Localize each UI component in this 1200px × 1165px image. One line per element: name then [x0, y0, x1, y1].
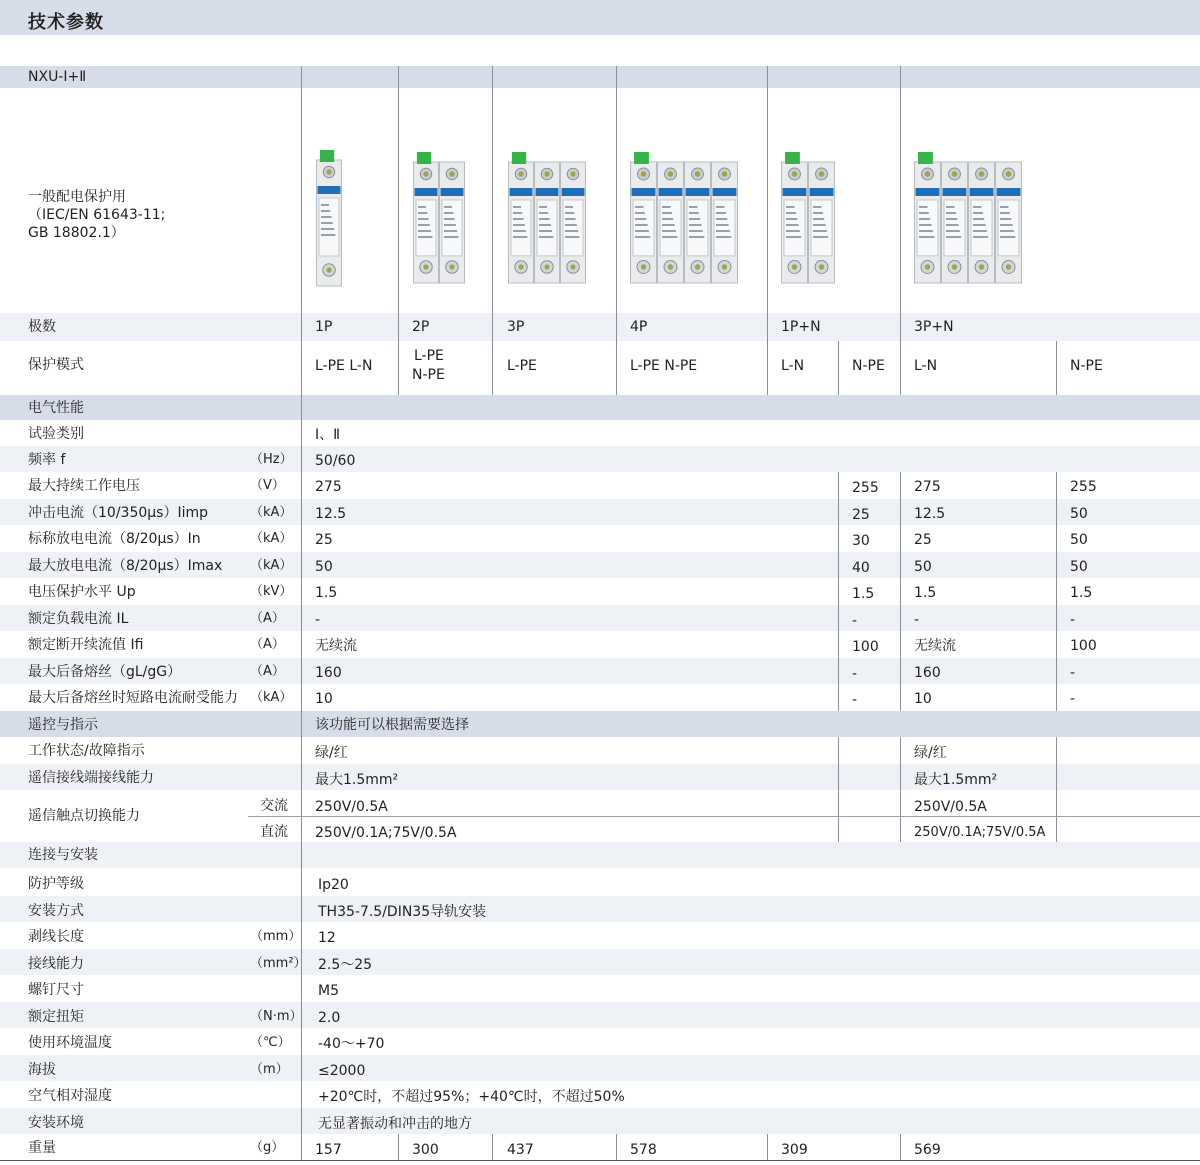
- spec-label: 最大后备熔丝（gL/gG）: [28, 664, 182, 680]
- poles-band: [0, 313, 1200, 341]
- switch-label: 遥信触点切换能力: [28, 808, 140, 824]
- spec-value: Ⅰ、Ⅱ: [315, 427, 341, 443]
- spec-label: 标称放电电流（8/20μs）In: [28, 531, 201, 547]
- mode-2p-line1: L-PE: [414, 348, 444, 364]
- surge-protector-image: [316, 150, 342, 288]
- spec-value: 1.5: [315, 585, 338, 601]
- mode-1pn-npe: N-PE: [852, 358, 885, 374]
- weight-1p: 157: [315, 1142, 342, 1158]
- spec-label: 最大放电电流（8/20μs）Imax: [28, 558, 223, 574]
- install-value: 2.0: [318, 1010, 341, 1026]
- electrical-section-title: 电气性能: [28, 400, 84, 416]
- spec-value-npe: 255: [852, 480, 879, 496]
- install-label: 安装方式: [28, 903, 84, 919]
- weight-4p: 578: [630, 1142, 657, 1158]
- mode-3pn-npe: N-PE: [1070, 358, 1103, 374]
- spec-value-3pn-npe: -: [1070, 612, 1076, 628]
- spec-value-3pn-npe: 50: [1070, 532, 1088, 548]
- ac-label: 交流: [260, 798, 288, 814]
- remote-section-note: 该功能可以根据需要选择: [315, 717, 469, 733]
- spec-value-npe: 100: [852, 639, 879, 655]
- weight-label: 重量: [28, 1140, 56, 1156]
- title-bar: [0, 0, 1200, 35]
- application-line-3: GB 18802.1）: [28, 225, 125, 241]
- mode-4p: L-PE N-PE: [630, 358, 698, 374]
- spec-label: 冲击电流（10/350μs）Iimp: [28, 505, 208, 521]
- electrical-section-band: [0, 395, 1200, 420]
- remote-section-band: [0, 711, 1200, 737]
- model-header-band: [0, 66, 1200, 88]
- spec-value: 无续流: [315, 638, 357, 654]
- spec-label: 最大持续工作电压: [28, 478, 140, 494]
- spec-value-3pn: 12.5: [914, 506, 946, 522]
- spec-value-3pn-npe: 1.5: [1070, 585, 1093, 601]
- install-value: ≤2000: [318, 1063, 366, 1079]
- spec-value-3pn: 275: [914, 479, 941, 495]
- install-unit: （m）: [250, 1062, 289, 1077]
- mode-2p-line2: N-PE: [412, 367, 445, 383]
- install-value: -40～+70: [318, 1036, 385, 1052]
- spec-value: 25: [315, 532, 333, 548]
- spec-value: 275: [315, 479, 342, 495]
- spec-unit: （kA）: [250, 558, 293, 573]
- spec-value: 10: [315, 691, 333, 707]
- pole-2p: 2P: [412, 319, 430, 335]
- spec-value-3pn-npe: 255: [1070, 479, 1097, 495]
- spec-value: 160: [315, 665, 342, 681]
- ac-value-2: 250V/0.5A: [914, 799, 987, 815]
- spec-value-3pn-npe: -: [1070, 665, 1076, 681]
- install-unit: （mm²）: [250, 956, 307, 971]
- spec-value-npe: -: [852, 613, 858, 629]
- spec-value-3pn: 160: [914, 665, 941, 681]
- status-value-1: 绿/红: [315, 745, 348, 761]
- install-value: +20℃时，不超过95%；+40℃时，不超过50%: [318, 1089, 625, 1105]
- wiring-label: 遥信接线端接线能力: [28, 770, 154, 786]
- spec-label: 额定负载电流 IL: [28, 611, 129, 627]
- surge-protector-image: [630, 152, 738, 285]
- spec-unit: （kV）: [250, 584, 293, 599]
- dc-value-1: 250V/0.1A;75V/0.5A: [315, 825, 457, 841]
- surge-protector-image: [914, 152, 1022, 285]
- spec-unit: （A）: [250, 611, 285, 626]
- poles-label: 极数: [28, 319, 56, 335]
- weight-3p: 437: [507, 1142, 534, 1158]
- wiring-value-2: 最大1.5mm²: [914, 772, 998, 788]
- model-name: NXU-Ⅰ+Ⅱ: [28, 69, 87, 85]
- spec-unit: （V）: [250, 478, 285, 493]
- install-value: Ip20: [318, 877, 349, 893]
- install-label: 使用环境温度: [28, 1035, 112, 1051]
- spec-value-npe: -: [852, 666, 858, 682]
- spec-label: 电压保护水平 Up: [28, 584, 136, 600]
- spec-unit: （kA）: [250, 531, 293, 546]
- surge-protector-image: [781, 152, 835, 285]
- spec-value-3pn: 10: [914, 691, 932, 707]
- spec-unit: （A）: [250, 637, 285, 652]
- surge-protector-image: [413, 152, 465, 285]
- pole-3p-n: 3P+N: [914, 319, 954, 335]
- weight-1pn: 309: [781, 1142, 808, 1158]
- spec-value-3pn-npe: 50: [1070, 506, 1088, 522]
- install-value: M5: [318, 983, 339, 999]
- install-value: 2.5～25: [318, 957, 373, 973]
- install-label: 接线能力: [28, 956, 84, 972]
- spec-value-npe: 40: [852, 560, 870, 576]
- install-label: 额定扭矩: [28, 1009, 84, 1025]
- spec-value: 50/60: [315, 453, 356, 469]
- spec-label: 试验类别: [28, 426, 84, 442]
- spec-value-3pn: 1.5: [914, 585, 937, 601]
- mode-3p: L-PE: [507, 358, 537, 374]
- mode-label: 保护模式: [28, 357, 84, 373]
- install-label: 海拔: [28, 1062, 56, 1078]
- spec-unit: （kA）: [250, 505, 293, 520]
- install-label: 空气相对湿度: [28, 1088, 112, 1104]
- install-unit: （N·m）: [250, 1009, 303, 1024]
- dc-value-2: 250V/0.1A;75V/0.5A: [914, 825, 1046, 840]
- weight-unit: （g）: [250, 1140, 285, 1155]
- spec-value-3pn-npe: -: [1070, 691, 1076, 707]
- spec-value: 50: [315, 559, 333, 575]
- install-unit: （mm）: [250, 929, 302, 944]
- pole-3p: 3P: [507, 319, 525, 335]
- wiring-value-1: 最大1.5mm²: [315, 772, 399, 788]
- weight-2p: 300: [412, 1142, 439, 1158]
- spec-unit: （A）: [250, 664, 285, 679]
- spec-value-3pn-npe: 100: [1070, 638, 1097, 654]
- status-label: 工作状态/故障指示: [28, 743, 145, 759]
- application-line-2: （IEC/EN 61643-11;: [28, 207, 166, 223]
- pole-1p: 1P: [315, 319, 333, 335]
- install-unit: （℃）: [250, 1035, 291, 1050]
- spec-unit: （Hz）: [250, 452, 293, 467]
- spec-value: 12.5: [315, 506, 347, 522]
- spec-label: 最大后备熔丝时短路电流耐受能力: [28, 690, 238, 706]
- install-label: 防护等级: [28, 876, 84, 892]
- mode-1p: L-PE L-N: [315, 358, 373, 374]
- spec-value-3pn: 25: [914, 532, 932, 548]
- spec-value-3pn: 无续流: [914, 638, 956, 654]
- weight-3pn: 569: [914, 1142, 941, 1158]
- spec-unit: （kA）: [250, 690, 293, 705]
- install-section-title: 连接与安装: [28, 847, 98, 863]
- spec-value-npe: 1.5: [852, 586, 875, 602]
- surge-protector-image: [508, 152, 586, 285]
- mode-3pn-ln: L-N: [914, 358, 938, 374]
- install-value: 12: [318, 930, 336, 946]
- spec-label: 频率 f: [28, 452, 66, 468]
- spec-value-3pn: -: [914, 612, 920, 628]
- dc-label: 直流: [260, 824, 288, 840]
- status-value-2: 绿/红: [914, 745, 947, 761]
- spec-value-3pn: 50: [914, 559, 932, 575]
- ac-value-1: 250V/0.5A: [315, 799, 388, 815]
- spec-label: 额定断开续流值 Ifi: [28, 637, 144, 653]
- install-value: 无显著振动和冲击的地方: [318, 1116, 472, 1132]
- install-section-band: [0, 842, 1200, 868]
- spec-value-npe: 25: [852, 507, 870, 523]
- install-value: TH35-7.5/DIN35导轨安装: [318, 904, 487, 920]
- pole-4p: 4P: [630, 319, 648, 335]
- application-line-1: 一般配电保护用: [28, 189, 126, 205]
- mode-1pn-ln: L-N: [781, 358, 805, 374]
- remote-section-title: 遥控与指示: [28, 717, 98, 733]
- page-title: 技术参数: [28, 12, 104, 33]
- install-label: 剥线长度: [28, 929, 84, 945]
- spec-value: -: [315, 612, 321, 628]
- spec-value-3pn-npe: 50: [1070, 559, 1088, 575]
- install-label: 安装环境: [28, 1115, 84, 1131]
- spec-value-npe: 30: [852, 533, 870, 549]
- pole-1p-n: 1P+N: [781, 319, 821, 335]
- install-label: 螺钉尺寸: [28, 982, 84, 998]
- spec-value-npe: -: [852, 692, 858, 708]
